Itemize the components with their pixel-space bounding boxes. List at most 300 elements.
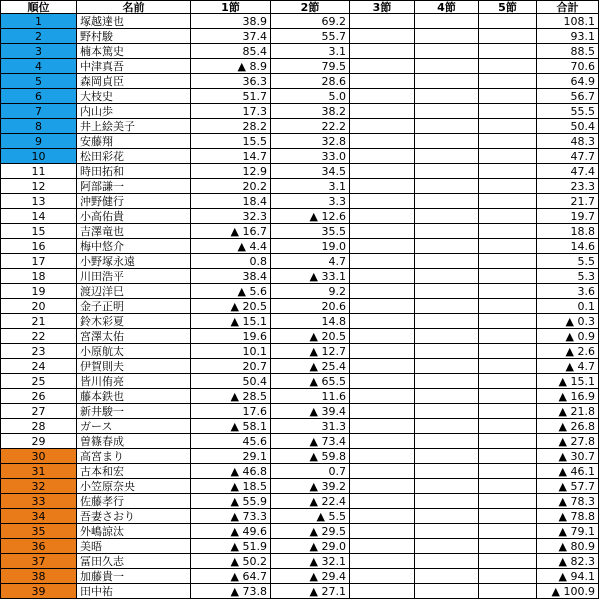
sec5-cell (479, 164, 537, 179)
sec1-cell: ▲ 49.6 (191, 524, 271, 539)
total-cell: ▲ 30.7 (537, 449, 599, 464)
sec2-cell: ▲ 33.1 (271, 269, 350, 284)
total-cell: ▲ 0.3 (537, 314, 599, 329)
table-row (1, 179, 599, 194)
sec1-cell: ▲ 58.1 (191, 419, 271, 434)
sec1-cell: 18.4 (191, 194, 271, 209)
sec1-cell: 19.6 (191, 329, 271, 344)
rank-cell: 25 (1, 374, 77, 389)
total-cell: ▲ 26.8 (537, 419, 599, 434)
sec2-cell: 34.5 (271, 164, 350, 179)
name-cell: 小原航太 (77, 344, 191, 359)
sec3-cell (350, 569, 415, 584)
sec2-cell: ▲ 12.7 (271, 344, 350, 359)
header-total: 合計 (537, 1, 599, 14)
rank-cell: 39 (1, 584, 77, 599)
sec1-cell: 38.4 (191, 269, 271, 284)
sec5-cell (479, 464, 537, 479)
rank-cell: 30 (1, 449, 77, 464)
sec4-cell (415, 524, 479, 539)
name-cell: 冨田久志 (77, 554, 191, 569)
name-cell: 沖野健行 (77, 194, 191, 209)
rank-cell: 27 (1, 404, 77, 419)
total-cell: 64.9 (537, 74, 599, 89)
sec3-cell (350, 194, 415, 209)
sec3-cell (350, 404, 415, 419)
sec2-cell: ▲ 29.4 (271, 569, 350, 584)
table-row (1, 539, 599, 554)
sec1-cell: ▲ 50.2 (191, 554, 271, 569)
rank-cell: 37 (1, 554, 77, 569)
rank-cell: 24 (1, 359, 77, 374)
sec4-cell (415, 209, 479, 224)
table-row (1, 269, 599, 284)
sec1-cell: ▲ 15.1 (191, 314, 271, 329)
sec5-cell (479, 134, 537, 149)
sec1-cell: 20.7 (191, 359, 271, 374)
table-row (1, 239, 599, 254)
sec3-cell (350, 59, 415, 74)
sec1-cell: ▲ 20.5 (191, 299, 271, 314)
rank-cell: 20 (1, 299, 77, 314)
rank-cell: 22 (1, 329, 77, 344)
sec4-cell (415, 359, 479, 374)
name-cell: 皆川侑亮 (77, 374, 191, 389)
sec4-cell (415, 554, 479, 569)
table-row (1, 284, 599, 299)
rank-cell: 29 (1, 434, 77, 449)
name-cell: 吉澤竜也 (77, 224, 191, 239)
rank-cell: 7 (1, 104, 77, 119)
sec3-cell (350, 134, 415, 149)
total-cell: ▲ 80.9 (537, 539, 599, 554)
table-row (1, 449, 599, 464)
sec4-cell (415, 29, 479, 44)
sec4-cell (415, 269, 479, 284)
name-cell: 古本和宏 (77, 464, 191, 479)
sec2-cell: 31.3 (271, 419, 350, 434)
sec3-cell (350, 254, 415, 269)
rank-cell: 8 (1, 119, 77, 134)
total-cell: ▲ 0.9 (537, 329, 599, 344)
sec2-cell: ▲ 29.5 (271, 524, 350, 539)
table-row (1, 374, 599, 389)
sec4-cell (415, 539, 479, 554)
sec5-cell (479, 269, 537, 284)
rank-cell: 9 (1, 134, 77, 149)
table-row (1, 329, 599, 344)
sec2-cell: 38.2 (271, 104, 350, 119)
table-row (1, 584, 599, 599)
name-cell: ガース (77, 419, 191, 434)
table-row (1, 434, 599, 449)
name-cell: 安藤翔 (77, 134, 191, 149)
table-row (1, 524, 599, 539)
name-cell: 藤本鉄也 (77, 389, 191, 404)
sec1-cell: ▲ 28.5 (191, 389, 271, 404)
sec4-cell (415, 224, 479, 239)
table-row (1, 494, 599, 509)
name-cell: 渡辺洋巳 (77, 284, 191, 299)
name-cell: 松田彩花 (77, 149, 191, 164)
name-cell: 時田拓和 (77, 164, 191, 179)
sec5-cell (479, 404, 537, 419)
sec5-cell (479, 224, 537, 239)
table-row (1, 314, 599, 329)
table-row (1, 359, 599, 374)
sec1-cell: 0.8 (191, 254, 271, 269)
rank-cell: 34 (1, 509, 77, 524)
total-cell: 5.5 (537, 254, 599, 269)
sec1-cell: ▲ 5.6 (191, 284, 271, 299)
sec1-cell: 32.3 (191, 209, 271, 224)
rank-cell: 12 (1, 179, 77, 194)
sec3-cell (350, 314, 415, 329)
header-sec2: 2節 (271, 1, 350, 14)
table-row (1, 74, 599, 89)
rank-cell: 31 (1, 464, 77, 479)
table-row (1, 224, 599, 239)
sec5-cell (479, 449, 537, 464)
sec4-cell (415, 104, 479, 119)
total-cell: 18.8 (537, 224, 599, 239)
sec4-cell (415, 14, 479, 29)
rank-cell: 32 (1, 479, 77, 494)
sec2-cell: ▲ 29.0 (271, 539, 350, 554)
rank-cell: 14 (1, 209, 77, 224)
name-cell: 佐藤孝行 (77, 494, 191, 509)
table-row (1, 44, 599, 59)
sec4-cell (415, 89, 479, 104)
sec2-cell: ▲ 32.1 (271, 554, 350, 569)
sec3-cell (350, 374, 415, 389)
total-cell: ▲ 78.3 (537, 494, 599, 509)
sec1-cell: 12.9 (191, 164, 271, 179)
sec4-cell (415, 194, 479, 209)
sec3-cell (350, 179, 415, 194)
name-cell: 宮澤太佑 (77, 329, 191, 344)
header-name: 名前 (77, 1, 191, 14)
sec5-cell (479, 344, 537, 359)
sec2-cell: 14.8 (271, 314, 350, 329)
name-cell: 内山歩 (77, 104, 191, 119)
sec3-cell (350, 584, 415, 599)
rank-cell: 38 (1, 569, 77, 584)
rank-cell: 21 (1, 314, 77, 329)
sec4-cell (415, 314, 479, 329)
sec2-cell: 28.6 (271, 74, 350, 89)
sec1-cell: 85.4 (191, 44, 271, 59)
name-cell: 吾妻さおり (77, 509, 191, 524)
sec1-cell: 10.1 (191, 344, 271, 359)
sec2-cell: ▲ 59.8 (271, 449, 350, 464)
rank-cell: 15 (1, 224, 77, 239)
sec4-cell (415, 329, 479, 344)
sec4-cell (415, 179, 479, 194)
sec3-cell (350, 269, 415, 284)
sec3-cell (350, 239, 415, 254)
sec5-cell (479, 254, 537, 269)
sec5-cell (479, 29, 537, 44)
sec4-cell (415, 569, 479, 584)
sec5-cell (479, 194, 537, 209)
header-sec3: 3節 (350, 1, 415, 14)
table-row (1, 299, 599, 314)
table-row (1, 134, 599, 149)
sec5-cell (479, 44, 537, 59)
name-cell: 加藤貴一 (77, 569, 191, 584)
sec4-cell (415, 434, 479, 449)
sec4-cell (415, 404, 479, 419)
sec1-cell: 51.7 (191, 89, 271, 104)
sec5-cell (479, 119, 537, 134)
sec1-cell: 29.1 (191, 449, 271, 464)
rank-cell: 3 (1, 44, 77, 59)
table-row (1, 194, 599, 209)
table-row (1, 404, 599, 419)
sec4-cell (415, 464, 479, 479)
name-cell: 金子正明 (77, 299, 191, 314)
rank-cell: 28 (1, 419, 77, 434)
sec2-cell: ▲ 22.4 (271, 494, 350, 509)
sec1-cell: 17.6 (191, 404, 271, 419)
total-cell: ▲ 21.8 (537, 404, 599, 419)
sec5-cell (479, 74, 537, 89)
total-cell: 93.1 (537, 29, 599, 44)
sec5-cell (479, 524, 537, 539)
sec1-cell: ▲ 4.4 (191, 239, 271, 254)
sec3-cell (350, 494, 415, 509)
rank-cell: 19 (1, 284, 77, 299)
total-cell: ▲ 94.1 (537, 569, 599, 584)
rank-cell: 17 (1, 254, 77, 269)
sec3-cell (350, 284, 415, 299)
sec5-cell (479, 59, 537, 74)
sec4-cell (415, 419, 479, 434)
sec5-cell (479, 419, 537, 434)
sec1-cell: 15.5 (191, 134, 271, 149)
header-sec4: 4節 (415, 1, 479, 14)
sec1-cell: 17.3 (191, 104, 271, 119)
total-cell: ▲ 4.7 (537, 359, 599, 374)
sec1-cell: ▲ 8.9 (191, 59, 271, 74)
total-cell: ▲ 15.1 (537, 374, 599, 389)
sec5-cell (479, 359, 537, 374)
sec3-cell (350, 224, 415, 239)
sec3-cell (350, 344, 415, 359)
total-cell: 70.6 (537, 59, 599, 74)
sec3-cell (350, 554, 415, 569)
sec1-cell: ▲ 51.9 (191, 539, 271, 554)
sec2-cell: 22.2 (271, 119, 350, 134)
sec1-cell: 37.4 (191, 29, 271, 44)
sec2-cell: 35.5 (271, 224, 350, 239)
sec3-cell (350, 509, 415, 524)
total-cell: 5.3 (537, 269, 599, 284)
sec5-cell (479, 179, 537, 194)
name-cell: 伊賀則夫 (77, 359, 191, 374)
sec1-cell: 36.3 (191, 74, 271, 89)
sec5-cell (479, 104, 537, 119)
sec3-cell (350, 329, 415, 344)
name-cell: 梅中悠介 (77, 239, 191, 254)
sec4-cell (415, 374, 479, 389)
sec2-cell: 4.7 (271, 254, 350, 269)
table-row (1, 164, 599, 179)
table-row (1, 254, 599, 269)
sec2-cell: 3.1 (271, 44, 350, 59)
sec3-cell (350, 164, 415, 179)
sec5-cell (479, 14, 537, 29)
sec5-cell (479, 539, 537, 554)
sec2-cell: 3.3 (271, 194, 350, 209)
name-cell: 塚越達也 (77, 14, 191, 29)
sec3-cell (350, 89, 415, 104)
sec4-cell (415, 344, 479, 359)
rank-cell: 35 (1, 524, 77, 539)
sec5-cell (479, 314, 537, 329)
sec3-cell (350, 119, 415, 134)
sec1-cell: ▲ 16.7 (191, 224, 271, 239)
sec1-cell: ▲ 73.8 (191, 584, 271, 599)
sec5-cell (479, 434, 537, 449)
sec5-cell (479, 209, 537, 224)
total-cell: ▲ 2.6 (537, 344, 599, 359)
sec5-cell (479, 89, 537, 104)
name-cell: 大枝史 (77, 89, 191, 104)
table-row (1, 479, 599, 494)
name-cell: 曽篠春成 (77, 434, 191, 449)
total-cell: 48.3 (537, 134, 599, 149)
name-cell: 森岡貞臣 (77, 74, 191, 89)
header-sec1: 1節 (191, 1, 271, 14)
rank-cell: 1 (1, 14, 77, 29)
rank-cell: 18 (1, 269, 77, 284)
rank-cell: 2 (1, 29, 77, 44)
total-cell: ▲ 79.1 (537, 524, 599, 539)
sec3-cell (350, 479, 415, 494)
sec3-cell (350, 359, 415, 374)
sec5-cell (479, 329, 537, 344)
sec3-cell (350, 389, 415, 404)
table-row (1, 209, 599, 224)
name-cell: 小野塚永遠 (77, 254, 191, 269)
rank-cell: 16 (1, 239, 77, 254)
total-cell: ▲ 78.8 (537, 509, 599, 524)
table-row (1, 29, 599, 44)
rank-cell: 10 (1, 149, 77, 164)
table-row (1, 119, 599, 134)
sec5-cell (479, 284, 537, 299)
name-cell: 阿部謙一 (77, 179, 191, 194)
sec2-cell: ▲ 5.5 (271, 509, 350, 524)
total-cell: 56.7 (537, 89, 599, 104)
sec4-cell (415, 239, 479, 254)
total-cell: 3.6 (537, 284, 599, 299)
sec1-cell: 45.6 (191, 434, 271, 449)
rank-cell: 13 (1, 194, 77, 209)
table-row (1, 509, 599, 524)
sec2-cell: 69.2 (271, 14, 350, 29)
total-cell: ▲ 46.1 (537, 464, 599, 479)
sec4-cell (415, 389, 479, 404)
rank-cell: 11 (1, 164, 77, 179)
rank-cell: 33 (1, 494, 77, 509)
sec2-cell: ▲ 20.5 (271, 329, 350, 344)
table-row (1, 89, 599, 104)
rank-cell: 5 (1, 74, 77, 89)
table-body (1, 14, 599, 599)
total-cell: 55.5 (537, 104, 599, 119)
total-cell: ▲ 100.9 (537, 584, 599, 599)
sec5-cell (479, 389, 537, 404)
total-cell: 47.7 (537, 149, 599, 164)
total-cell: ▲ 82.3 (537, 554, 599, 569)
sec4-cell (415, 494, 479, 509)
table-row (1, 59, 599, 74)
sec4-cell (415, 74, 479, 89)
name-cell: 野村駿 (77, 29, 191, 44)
table-row (1, 464, 599, 479)
sec5-cell (479, 584, 537, 599)
name-cell: 小笠原奈央 (77, 479, 191, 494)
sec4-cell (415, 164, 479, 179)
table-row (1, 14, 599, 29)
sec1-cell: 20.2 (191, 179, 271, 194)
sec4-cell (415, 44, 479, 59)
sec1-cell: ▲ 18.5 (191, 479, 271, 494)
total-cell: 47.4 (537, 164, 599, 179)
sec1-cell: 50.4 (191, 374, 271, 389)
table-row (1, 554, 599, 569)
name-cell: 鈴木彩夏 (77, 314, 191, 329)
name-cell: 楠本篤史 (77, 44, 191, 59)
sec5-cell (479, 569, 537, 584)
name-cell: 川田浩平 (77, 269, 191, 284)
sec4-cell (415, 149, 479, 164)
total-cell: ▲ 57.7 (537, 479, 599, 494)
name-cell: 中津真吾 (77, 59, 191, 74)
sec4-cell (415, 59, 479, 74)
sec3-cell (350, 419, 415, 434)
table-row (1, 149, 599, 164)
sec2-cell: ▲ 27.1 (271, 584, 350, 599)
sec1-cell: 38.9 (191, 14, 271, 29)
table-row (1, 569, 599, 584)
table-row (1, 419, 599, 434)
total-cell: 0.1 (537, 299, 599, 314)
sec4-cell (415, 299, 479, 314)
sec2-cell: 3.1 (271, 179, 350, 194)
sec4-cell (415, 584, 479, 599)
sec3-cell (350, 299, 415, 314)
table-row (1, 104, 599, 119)
sec5-cell (479, 239, 537, 254)
sec2-cell: 0.7 (271, 464, 350, 479)
header-sec5: 5節 (479, 1, 537, 14)
total-cell: 88.5 (537, 44, 599, 59)
sec1-cell: 28.2 (191, 119, 271, 134)
sec2-cell: ▲ 25.4 (271, 359, 350, 374)
rank-cell: 36 (1, 539, 77, 554)
name-cell: 小高佑貴 (77, 209, 191, 224)
header-row (1, 1, 599, 14)
rank-cell: 6 (1, 89, 77, 104)
sec2-cell: 9.2 (271, 284, 350, 299)
rank-cell: 26 (1, 389, 77, 404)
header-rank: 順位 (1, 1, 77, 14)
sec3-cell (350, 14, 415, 29)
